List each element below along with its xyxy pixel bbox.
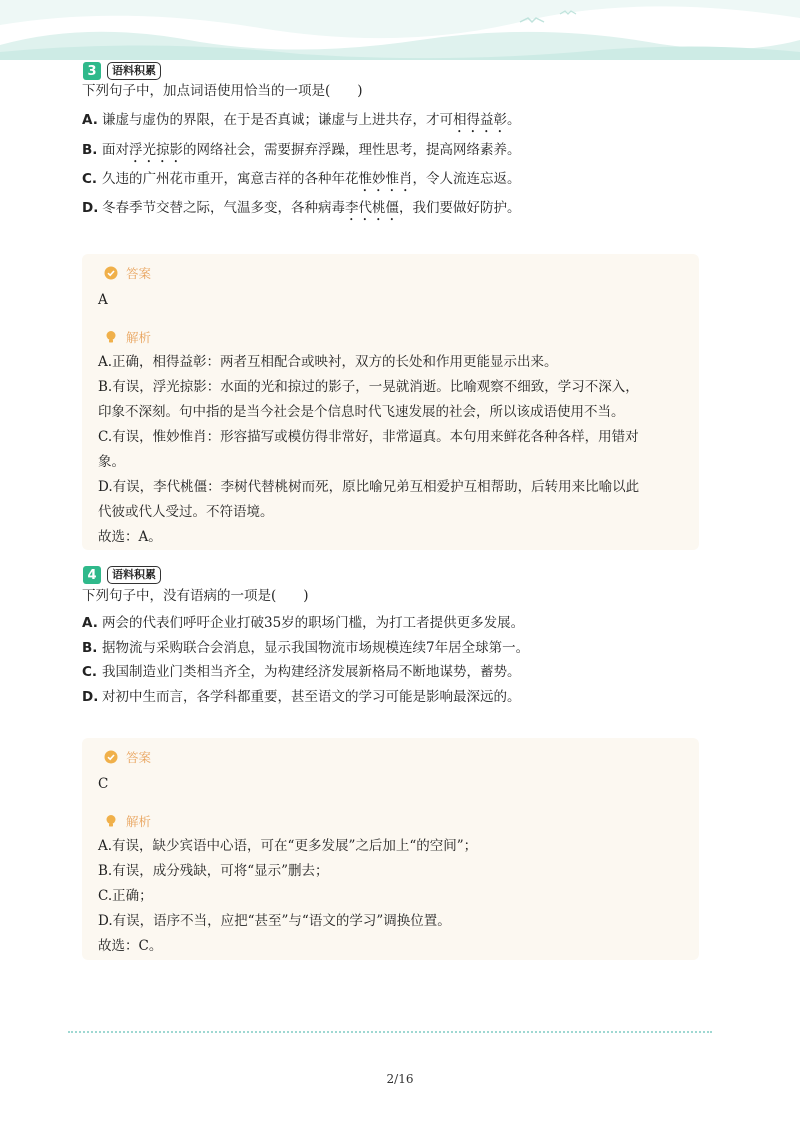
dotted-phrase: 惟妙惟肖 — [358, 171, 413, 187]
question-tag: 语料积累 — [107, 62, 161, 80]
answer-value: C — [98, 776, 109, 792]
question-number: 4 — [83, 566, 101, 584]
answer-value: A — [98, 292, 108, 308]
answer-heading: 答案 — [104, 264, 151, 282]
dotted-phrase: 李代桃僵 — [345, 200, 399, 216]
question-3-option-a: A. 谦虚与虚伪的界限，在于是否真诚；谦虚与上进共存，才可相得益彰。 — [82, 112, 521, 128]
question-4-solution-box — [82, 738, 699, 960]
analysis-heading: 解析 — [104, 812, 151, 830]
question-3-option-c: C. 久违的广州花市重开，寓意吉祥的各种年花惟妙惟肖，令人流连忘返。 — [82, 171, 521, 187]
dotted-phrase: 浮光掠影 — [129, 142, 183, 158]
question-3-stem: 下列句子中，加点词语使用恰当的一项是( ) — [82, 83, 363, 99]
question-number: 3 — [83, 62, 101, 80]
question-3-solution-box — [82, 254, 699, 550]
question-3-option-b: B. 面对浮光掠影的网络社会，需要摒弃浮躁，理性思考，提高网络素养。 — [82, 142, 521, 158]
footer-divider — [68, 1031, 712, 1033]
analysis-text: A.有误，缺少宾语中心语，可在“更多发展”之后加上“的空间”； B.有误，成分残缺，可将“显示”删去； C.正确； D.有误，语序不当，应把“甚至”与“语文的学习”调换位置。 故选：C。 — [98, 838, 478, 954]
lightbulb-icon — [104, 814, 118, 828]
analysis-text: A.正确，相得益彰：两者互相配合或映衬，双方的长处和作用更能显示出来。 B.有误，浮光掠影：水面的光和掠过的影子，一晃就消逝。比喻观察不细致，学习不深入， 印象不深刻。句中指的是当今社会是个信息时代飞速发展的社会，所以该成语使用不当。 C.有误，惟妙惟肖：形容描写或模仿得非常好，非常逼真。本句用来鲜花各种各样，用错对 象。 D.有误，李代桃僵：李树代替桃树而死，原比喻兄弟互相爱护互相帮助，后转用来比喻以此 代彼或代人受过。不符语境。 故选：A。 — [98, 354, 640, 545]
question-4-header — [83, 564, 161, 586]
page-number: 2/16 — [386, 1072, 414, 1086]
question-4-option-a: A. 两会的代表们呼吁企业打破35岁的职场门槛，为打工者提供更多发展。 — [82, 615, 525, 631]
question-4-option-c: C. 我国制造业门类相当齐全，为构建经济发展新格局不断地谋势，蓄势。 — [82, 664, 521, 680]
check-circle-icon — [104, 266, 118, 280]
question-4-option-b: B. 据物流与采购联合会消息，显示我国物流市场规模连续7年居全球第一。 — [82, 640, 530, 656]
question-3-header — [83, 60, 161, 82]
question-3-option-d: D. 冬春季节交替之际，气温多变，各种病毒李代桃僵，我们要做好防护。 — [82, 200, 521, 216]
dotted-phrase: 相得益彰 — [453, 112, 507, 128]
check-circle-icon — [104, 750, 118, 764]
question-4-option-d: D. 对初中生而言，各学科都重要，甚至语文的学习可能是影响最深远的。 — [82, 689, 521, 705]
question-4-stem: 下列句子中，没有语病的一项是( ) — [82, 588, 309, 604]
analysis-heading: 解析 — [104, 328, 151, 346]
answer-heading: 答案 — [104, 748, 151, 766]
lightbulb-icon — [104, 330, 118, 344]
header-banner — [0, 0, 800, 60]
question-tag: 语料积累 — [107, 566, 161, 584]
